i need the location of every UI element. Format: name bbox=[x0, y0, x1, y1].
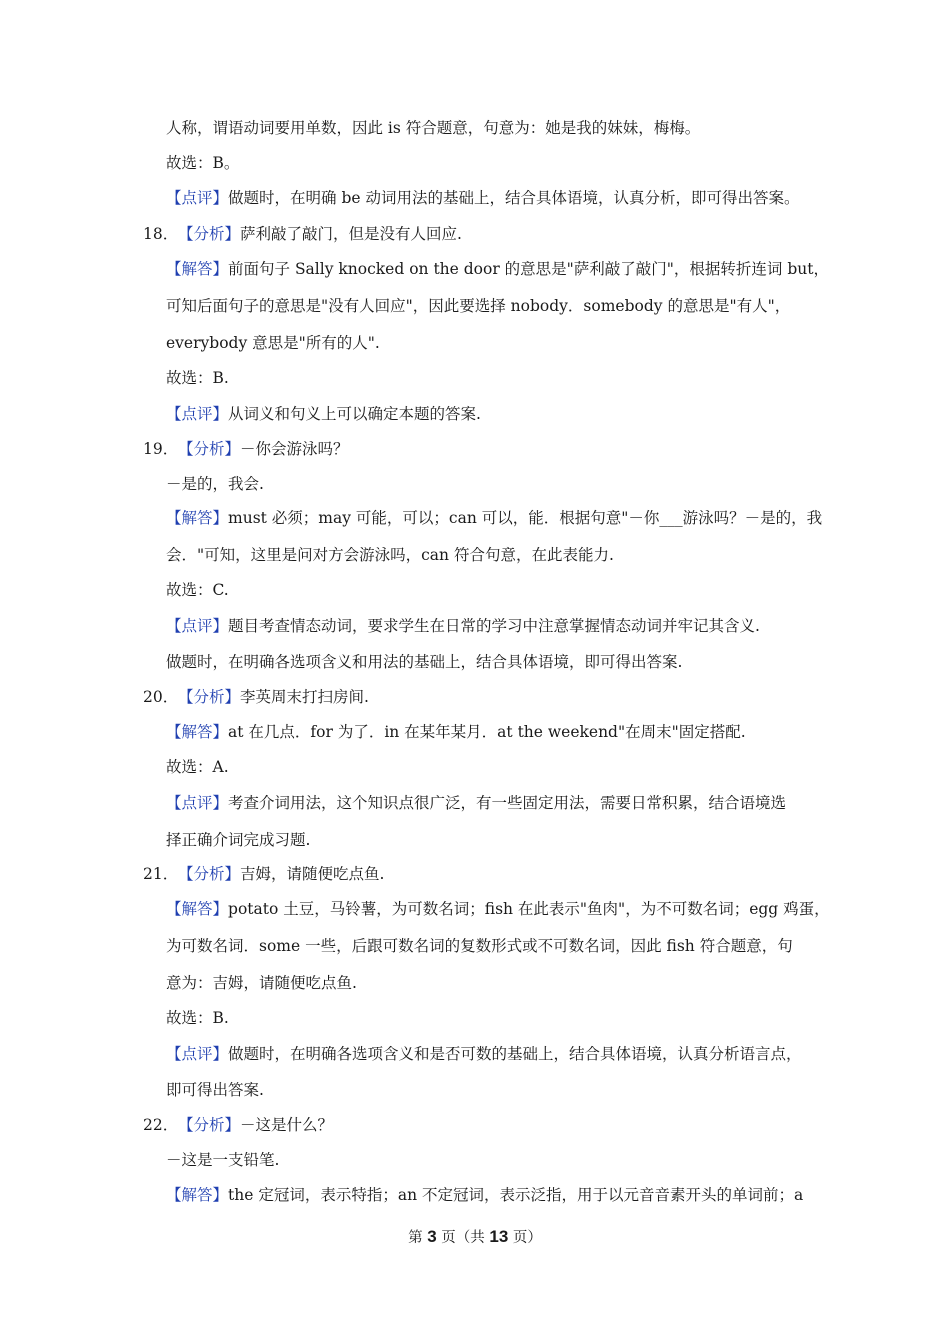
section-tag: 【分析】 bbox=[178, 865, 241, 883]
text-line bbox=[166, 973, 357, 993]
line-text: 可知后面句子的意思是"没有人回应"，因此要选择 nobody．somebody 的意思是"有人"， bbox=[166, 297, 791, 315]
section-tag: 【点评】 bbox=[166, 1045, 229, 1063]
text-line bbox=[166, 118, 700, 138]
line-text: 意为：吉姆，请随便吃点鱼. bbox=[166, 974, 357, 992]
text-line bbox=[166, 936, 793, 956]
text-line bbox=[166, 1185, 803, 1205]
text-line bbox=[166, 1080, 264, 1100]
section-tag: 【解答】 bbox=[166, 900, 229, 918]
question-number: 20． bbox=[143, 688, 179, 706]
section-tag: 【分析】 bbox=[178, 688, 241, 706]
text-line bbox=[166, 545, 614, 565]
section-tag: 【点评】 bbox=[166, 405, 229, 423]
text-line bbox=[166, 1044, 802, 1064]
text-line bbox=[166, 722, 746, 742]
section-tag: 【点评】 bbox=[166, 189, 229, 207]
footer-mid: 页（共 bbox=[441, 1230, 485, 1246]
line-text: potato 土豆，马铃薯，为可数名词；fish 在此表示"鱼肉"，为不可数名词；egg 鸡蛋， bbox=[228, 900, 830, 918]
text-line bbox=[166, 757, 229, 777]
section-tag: 【点评】 bbox=[166, 617, 229, 635]
page-footer bbox=[0, 1226, 950, 1247]
line-text: 择正确介词完成习题. bbox=[166, 831, 311, 849]
line-text: 故选：A. bbox=[166, 758, 229, 776]
footer-page-number: 3 bbox=[427, 1227, 437, 1246]
line-text: 故选：B. bbox=[166, 1009, 229, 1027]
line-text: －这是一支铅笔. bbox=[166, 1151, 280, 1169]
line-text: 即可得出答案. bbox=[166, 1081, 264, 1099]
line-text: 故选：C. bbox=[166, 581, 229, 599]
footer-prefix: 第 bbox=[408, 1230, 423, 1246]
text-line bbox=[166, 1008, 229, 1028]
line-text: 人称，谓语动词要用单数，因此 is 符合题意，句意为：她是我的妹妹，梅梅。 bbox=[166, 119, 701, 137]
text-line bbox=[166, 296, 790, 316]
question-number: 21． bbox=[143, 865, 179, 883]
line-text: at 在几点．for 为了．in 在某年某月．at the weekend"在周末"固定搭配. bbox=[228, 723, 746, 741]
text-line bbox=[166, 404, 481, 424]
text-line bbox=[166, 580, 229, 600]
section-tag: 【解答】 bbox=[166, 509, 229, 527]
section-tag: 【分析】 bbox=[178, 440, 241, 458]
text-line bbox=[166, 793, 786, 813]
footer-suffix: 页） bbox=[512, 1230, 542, 1246]
text-line bbox=[178, 687, 369, 707]
text-line bbox=[178, 439, 349, 459]
line-text: －这是什么？ bbox=[240, 1116, 334, 1134]
text-line bbox=[166, 830, 310, 850]
line-text: 考查介词用法，这个知识点很广泛，有一些固定用法，需要日常积累，结合语境选 bbox=[228, 794, 787, 812]
text-line bbox=[178, 864, 384, 884]
line-text: 做题时，在明确各选项含义和是否可数的基础上，结合具体语境，认真分析语言点， bbox=[228, 1045, 802, 1063]
text-line bbox=[166, 652, 682, 672]
question-number: 19． bbox=[143, 440, 179, 458]
line-text: 题目考查情态动词，要求学生在日常的学习中注意掌握情态动词并牢记其含义. bbox=[228, 617, 760, 635]
text-line bbox=[166, 474, 264, 494]
text-line bbox=[166, 333, 380, 353]
text-line bbox=[166, 259, 829, 279]
text-line bbox=[166, 368, 229, 388]
text-line bbox=[178, 1115, 333, 1135]
section-tag: 【点评】 bbox=[166, 794, 229, 812]
line-text: 从词义和句义上可以确定本题的答案. bbox=[228, 405, 481, 423]
section-tag: 【解答】 bbox=[166, 1186, 229, 1204]
text-line bbox=[178, 224, 462, 244]
line-text: 会．"可知，这里是问对方会游泳吗，can 符合句意，在此表能力. bbox=[166, 546, 614, 564]
line-text: 做题时，在明确 be 动词用法的基础上，结合具体语境，认真分析，即可得出答案。 bbox=[228, 189, 800, 207]
line-text: must 必须；may 可能，可以；can 可以，能．根据句意"－你___游泳吗？－是的，我 bbox=[228, 509, 823, 527]
line-text: 为可数名词．some 一些，后跟可数名词的复数形式或不可数名词，因此 fish 符合题意，句 bbox=[166, 937, 793, 955]
line-text: 吉姆，请随便吃点鱼. bbox=[240, 865, 385, 883]
line-text: 萨利敲了敲门，但是没有人回应. bbox=[240, 225, 462, 243]
line-text: 前面句子 Sally knocked on the door 的意思是"萨利敲了敲门"，根据转折连词 but， bbox=[228, 260, 829, 278]
question-number: 18． bbox=[143, 225, 179, 243]
section-tag: 【解答】 bbox=[166, 260, 229, 278]
line-text: 故选：B。 bbox=[166, 154, 240, 172]
text-line bbox=[166, 899, 830, 919]
line-text: 故选：B. bbox=[166, 369, 229, 387]
text-line bbox=[166, 616, 760, 636]
section-tag: 【分析】 bbox=[178, 1116, 241, 1134]
section-tag: 【解答】 bbox=[166, 723, 229, 741]
line-text: the 定冠词，表示特指；an 不定冠词，表示泛指，用于以元音音素开头的单词前；a bbox=[228, 1186, 804, 1204]
question-number: 22． bbox=[143, 1116, 179, 1134]
line-text: －你会游泳吗？ bbox=[240, 440, 349, 458]
text-line bbox=[166, 508, 822, 528]
text-line bbox=[166, 1150, 279, 1170]
line-text: 李英周末打扫房间. bbox=[240, 688, 369, 706]
line-text: everybody 意思是"所有的人". bbox=[166, 334, 380, 352]
text-line bbox=[166, 188, 799, 208]
line-text: 做题时，在明确各选项含义和用法的基础上，结合具体语境，即可得出答案. bbox=[166, 653, 683, 671]
section-tag: 【分析】 bbox=[178, 225, 241, 243]
text-line bbox=[166, 153, 239, 173]
line-text: －是的，我会. bbox=[166, 475, 264, 493]
footer-total-pages: 13 bbox=[489, 1227, 509, 1246]
